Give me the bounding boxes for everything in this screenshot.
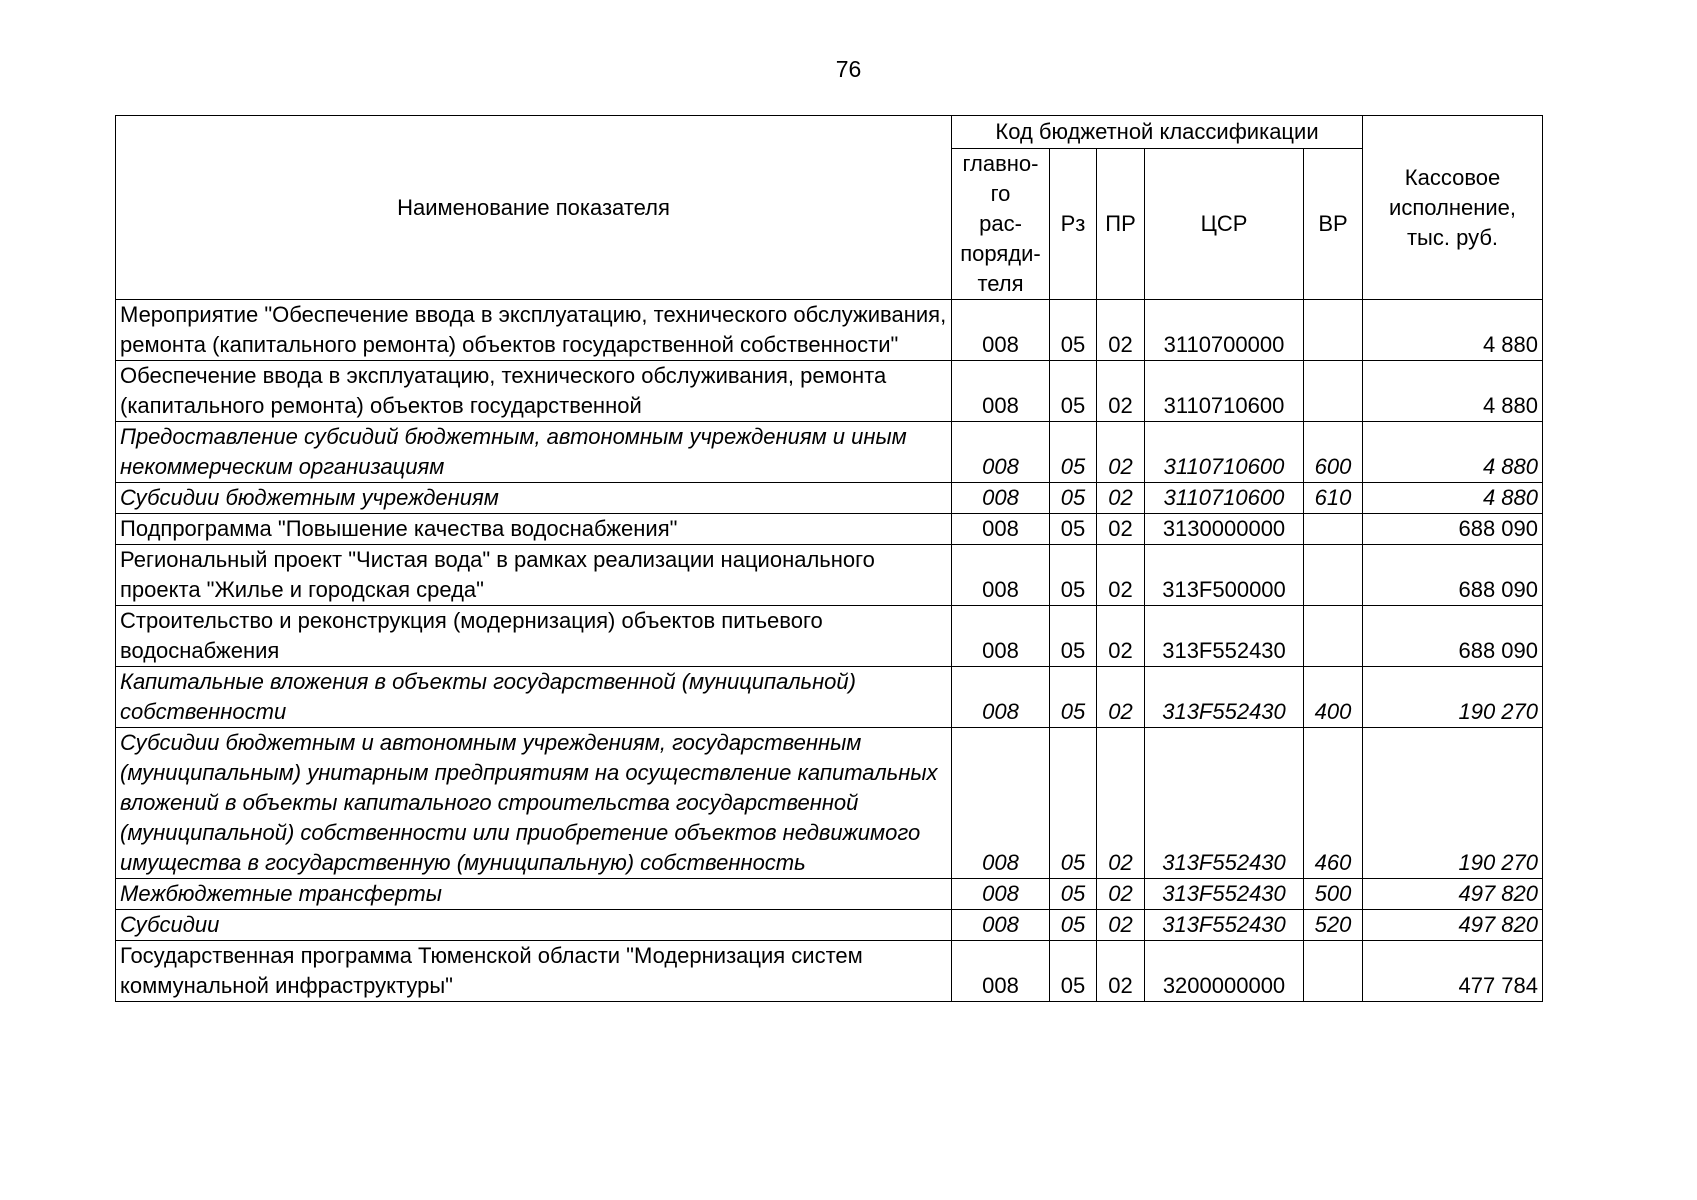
row-name: Обеспечение ввода в эксплуатацию, технического обслуживания, ремонта (капитального ремонта) объектов государственной [116,361,952,422]
row-rz-code: 05 [1050,422,1097,483]
table-row [116,545,1543,606]
row-vr-code [1304,300,1363,361]
row-csr-code: 313F552430 [1145,910,1304,941]
row-amount: 477 784 [1363,941,1543,1002]
header-amount [1363,116,1543,300]
row-rz-code: 05 [1050,941,1097,1002]
row-chief-code: 008 [952,422,1050,483]
row-amount: 688 090 [1363,606,1543,667]
row-vr-code: 460 [1304,728,1363,879]
row-amount: 4 880 [1363,300,1543,361]
row-chief-code: 008 [952,514,1050,545]
row-csr-code: 3110710600 [1145,422,1304,483]
row-vr-code [1304,941,1363,1002]
row-amount: 190 270 [1363,728,1543,879]
header-chief-label: главно- го рас- поряди- теля [960,151,1041,296]
row-name: Строительство и реконструкция (модернизация) объектов питьевого водоснабжения [116,606,952,667]
header-pr: ПР [1097,149,1145,300]
header-csr: ЦСР [1145,149,1304,300]
row-chief-code: 008 [952,667,1050,728]
page-number: 76 [835,56,862,82]
row-amount: 4 880 [1363,422,1543,483]
row-vr-code: 400 [1304,667,1363,728]
table-row [116,606,1543,667]
header-name: Наименование показателя [116,116,952,300]
row-csr-code: 3200000000 [1145,941,1304,1002]
row-name: Мероприятие "Обеспечение ввода в эксплуатацию, технического обслуживания, ремонта (капитального ремонта) объектов государственной собственности" [116,300,952,361]
row-pr-code: 02 [1097,606,1145,667]
row-vr-code [1304,514,1363,545]
table-row [116,422,1543,483]
row-vr-code [1304,361,1363,422]
row-pr-code: 02 [1097,422,1145,483]
row-pr-code: 02 [1097,361,1145,422]
row-pr-code: 02 [1097,483,1145,514]
row-pr-code: 02 [1097,300,1145,361]
row-name: Предоставление субсидий бюджетным, автономным учреждениям и иным некоммерческим организациям [116,422,952,483]
row-chief-code: 008 [952,606,1050,667]
row-chief-code: 008 [952,483,1050,514]
row-name: Капитальные вложения в объекты государственной (муниципальной) собственности [116,667,952,728]
row-amount: 688 090 [1363,545,1543,606]
row-name: Субсидии бюджетным учреждениям [116,483,952,514]
row-vr-code: 500 [1304,879,1363,910]
row-pr-code: 02 [1097,941,1145,1002]
row-chief-code: 008 [952,361,1050,422]
row-csr-code: 313F552430 [1145,728,1304,879]
table-row [116,514,1543,545]
row-vr-code [1304,606,1363,667]
row-rz-code: 05 [1050,545,1097,606]
row-amount: 4 880 [1363,361,1543,422]
row-rz-code: 05 [1050,667,1097,728]
row-csr-code: 3110710600 [1145,361,1304,422]
row-rz-code: 05 [1050,514,1097,545]
row-pr-code: 02 [1097,910,1145,941]
row-pr-code: 02 [1097,514,1145,545]
row-rz-code: 05 [1050,879,1097,910]
row-csr-code: 3110710600 [1145,483,1304,514]
row-amount: 190 270 [1363,667,1543,728]
row-vr-code: 520 [1304,910,1363,941]
row-rz-code: 05 [1050,728,1097,879]
row-vr-code: 610 [1304,483,1363,514]
table-row [116,300,1543,361]
row-vr-code [1304,545,1363,606]
header-rz: Рз [1050,149,1097,300]
row-csr-code: 313F552430 [1145,606,1304,667]
row-amount: 688 090 [1363,514,1543,545]
row-name: Межбюджетные трансферты [116,879,952,910]
row-name: Подпрограмма "Повышение качества водоснабжения" [116,514,952,545]
row-amount: 4 880 [1363,483,1543,514]
table-row [116,910,1543,941]
table-row [116,728,1543,879]
row-pr-code: 02 [1097,545,1145,606]
row-name: Региональный проект "Чистая вода" в рамках реализации национального проекта "Жилье и городская среда" [116,545,952,606]
row-rz-code: 05 [1050,483,1097,514]
row-rz-code: 05 [1050,606,1097,667]
row-pr-code: 02 [1097,728,1145,879]
row-amount: 497 820 [1363,910,1543,941]
row-rz-code: 05 [1050,361,1097,422]
row-chief-code: 008 [952,728,1050,879]
row-chief-code: 008 [952,545,1050,606]
table-row [116,879,1543,910]
header-amount-label: Кассовое исполнение, тыс. руб. [1389,164,1516,250]
table-row [116,361,1543,422]
header-code-group: Код бюджетной классификации [952,116,1363,149]
budget-table [115,115,1543,1002]
row-pr-code: 02 [1097,879,1145,910]
row-csr-code: 313F500000 [1145,545,1304,606]
row-chief-code: 008 [952,879,1050,910]
row-rz-code: 05 [1050,910,1097,941]
table-row [116,941,1543,1002]
header-vr: ВР [1304,149,1363,300]
row-amount: 497 820 [1363,879,1543,910]
row-name: Государственная программа Тюменской области "Модернизация систем коммунальной инфраструктуры" [116,941,952,1002]
row-name: Субсидии бюджетным и автономным учреждениям, государственным (муниципальным) унитарным предприятиям на осуществление капитальных вложений в объекты капитального строительства государственной (муниципальной) собственности или приобретение объектов недвижимого имущества в государственную (муниципальную) собственность [116,728,952,879]
header-chief [952,149,1050,300]
row-csr-code: 313F552430 [1145,879,1304,910]
table-row [116,483,1543,514]
row-csr-code: 3130000000 [1145,514,1304,545]
row-name: Субсидии [116,910,952,941]
row-chief-code: 008 [952,910,1050,941]
row-vr-code: 600 [1304,422,1363,483]
row-pr-code: 02 [1097,667,1145,728]
row-chief-code: 008 [952,300,1050,361]
row-rz-code: 05 [1050,300,1097,361]
row-chief-code: 008 [952,941,1050,1002]
table-row [116,667,1543,728]
row-csr-code: 3110700000 [1145,300,1304,361]
row-csr-code: 313F552430 [1145,667,1304,728]
